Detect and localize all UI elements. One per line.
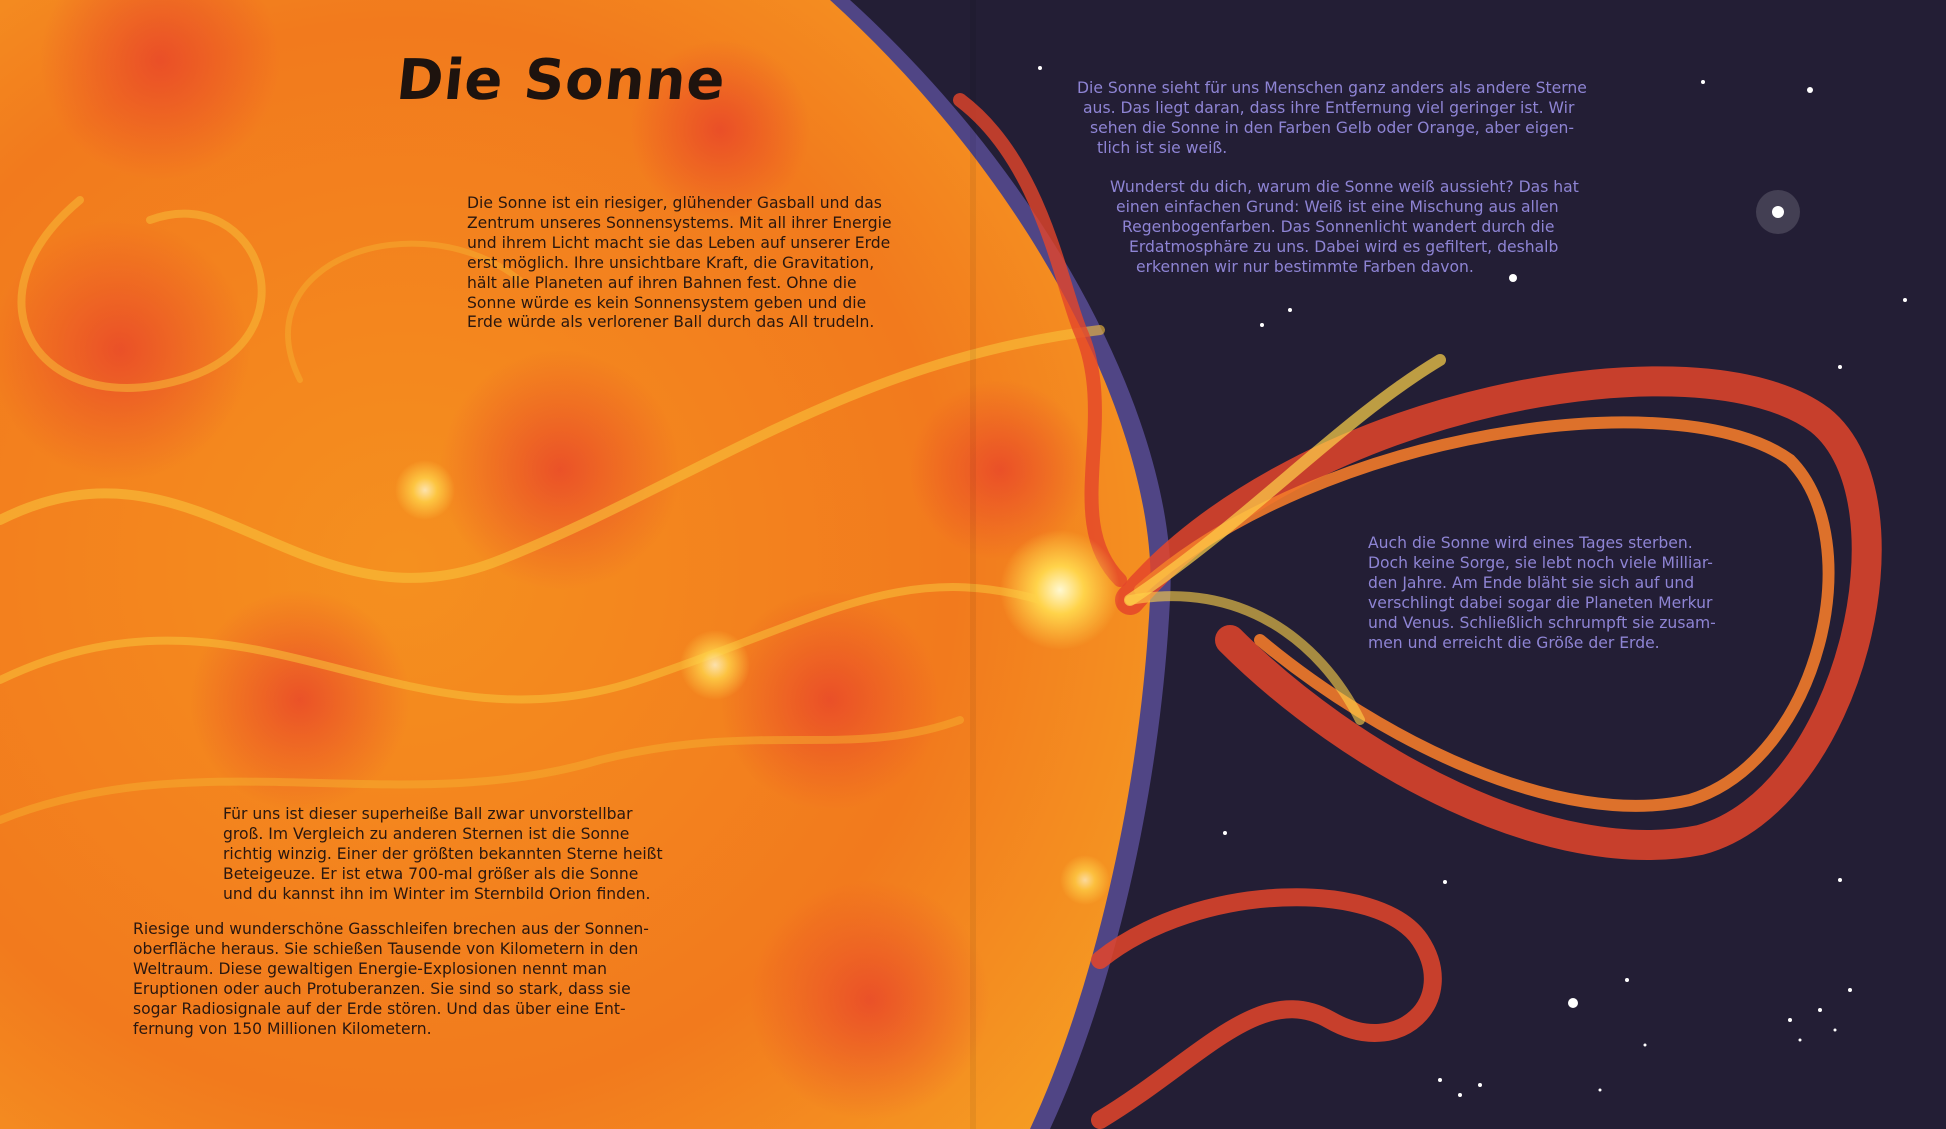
text-line: und ihrem Licht macht sie das Leben auf unserer Erde xyxy=(467,233,891,252)
death-paragraph xyxy=(1368,534,1716,653)
text-line: Die Sonne ist ein riesiger, glühender Gasball und das xyxy=(467,194,882,212)
text-line: Erde würde als verlorener Ball durch das All trudeln. xyxy=(467,313,875,332)
color-paragraph-1 xyxy=(1077,79,1587,159)
text-line: den Jahre. Am Ende bläht sie sich auf und xyxy=(1368,573,1695,592)
text-line: Wunderst du dich, warum die Sonne weiß aussieht? Das hat xyxy=(1110,178,1579,196)
text-line: erkennen wir nur bestimmte Farben davon. xyxy=(1136,257,1474,276)
text-line: Erdatmosphäre zu uns. Dabei wird es gefiltert, deshalb xyxy=(1129,237,1559,256)
intro-paragraph xyxy=(467,194,892,333)
text-line: verschlingt dabei sogar die Planeten Merkur xyxy=(1368,593,1713,612)
text-line: Eruptionen oder auch Protuberanzen. Sie sind so stark, dass sie xyxy=(133,979,631,998)
text-line: groß. Im Vergleich zu anderen Sternen ist die Sonne xyxy=(223,824,630,843)
text-line: sehen die Sonne in den Farben Gelb oder Orange, aber eigen- xyxy=(1090,118,1575,137)
text-line: Sonne würde es kein Sonnensystem geben und die xyxy=(467,293,867,312)
eruptions-paragraph xyxy=(133,920,649,1039)
text-line: und Venus. Schließlich schrumpft sie zusam- xyxy=(1368,613,1716,632)
text-line: Weltraum. Diese gewaltigen Energie-Explosionen nennt man xyxy=(133,959,608,978)
text-line: Für uns ist dieser superheiße Ball zwar unvorstellbar xyxy=(223,805,633,823)
text-line: hält alle Planeten auf ihren Bahnen fest. Ohne die xyxy=(467,273,857,292)
text-line: aus. Das liegt daran, dass ihre Entfernung viel geringer ist. Wir xyxy=(1083,98,1575,117)
text-line: Auch die Sonne wird eines Tages sterben. xyxy=(1368,534,1693,552)
text-line: oberfläche heraus. Sie schießen Tausende von Kilometern in den xyxy=(133,939,639,958)
text-line: Doch keine Sorge, sie lebt noch viele Milliar- xyxy=(1368,553,1713,572)
text-line: fernung von 150 Millionen Kilometern. xyxy=(133,1019,432,1038)
size-paragraph xyxy=(223,805,663,905)
text-line: men und erreicht die Größe der Erde. xyxy=(1368,633,1660,652)
text-line: Regenbogenfarben. Das Sonnenlicht wandert durch die xyxy=(1122,217,1555,236)
text-line: Beteigeuze. Er ist etwa 700-mal größer als die Sonne xyxy=(223,864,639,883)
page-gutter xyxy=(970,0,976,1129)
text-line: Die Sonne sieht für uns Menschen ganz anders als andere Sterne xyxy=(1077,79,1587,97)
text-line: erst möglich. Ihre unsichtbare Kraft, die Gravitation, xyxy=(467,253,875,272)
color-paragraph-2 xyxy=(1110,178,1579,278)
text-line: tlich ist sie weiß. xyxy=(1097,138,1228,157)
text-line: und du kannst ihn im Winter im Sternbild Orion finden. xyxy=(223,884,651,903)
text-line: Zentrum unseres Sonnensystems. Mit all ihrer Energie xyxy=(467,213,892,232)
text-line: richtig winzig. Einer der größten bekannten Sterne heißt xyxy=(223,844,663,863)
text-line: einen einfachen Grund: Weiß ist eine Mischung aus allen xyxy=(1116,197,1559,216)
text-line: Riesige und wunderschöne Gasschleifen brechen aus der Sonnen- xyxy=(133,920,649,938)
flare-glow xyxy=(1000,530,1120,650)
page-title: Die Sonne xyxy=(393,48,730,113)
text-line: sogar Radiosignale auf der Erde stören. Und das über eine Ent- xyxy=(133,999,626,1018)
